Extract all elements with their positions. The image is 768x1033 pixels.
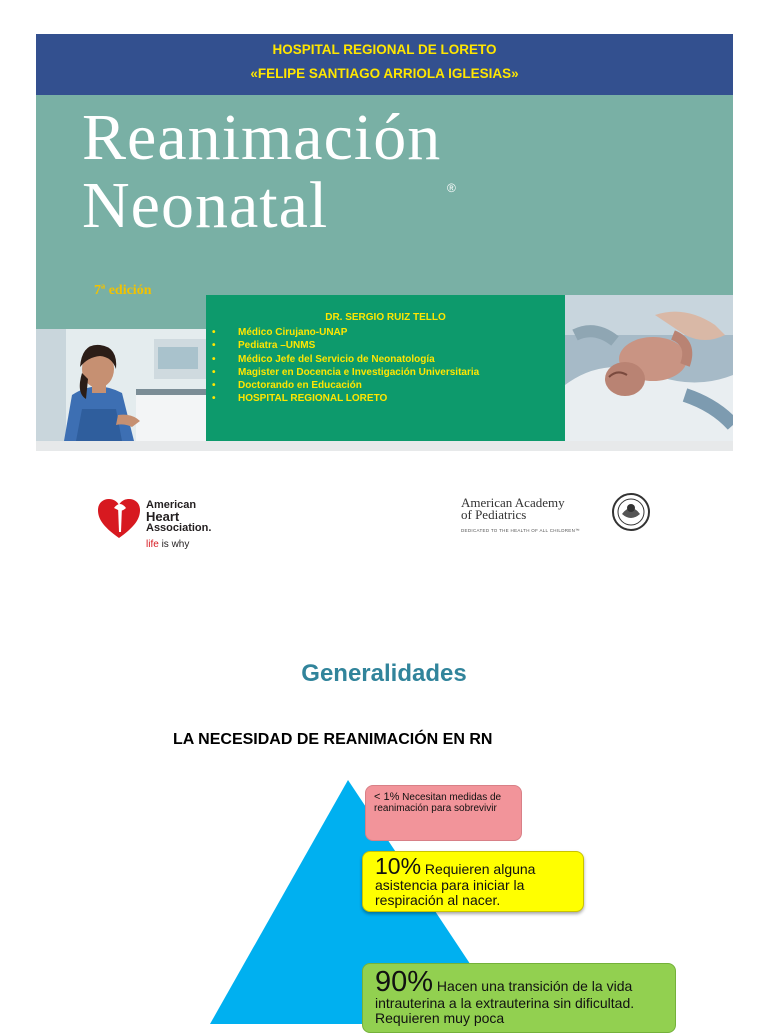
aap-line3: DEDICATED TO THE HEALTH OF ALL CHILDREN™ bbox=[461, 528, 580, 533]
aap-line2: of Pediatrics bbox=[461, 507, 527, 522]
credential-item: • Médico Cirujano-UNAP bbox=[212, 326, 565, 339]
book-title-line1: Reanimación bbox=[82, 101, 442, 174]
aap-logo bbox=[461, 492, 721, 552]
hospital-header bbox=[36, 34, 733, 95]
hospital-name: HOSPITAL REGIONAL DE LORETO bbox=[272, 42, 497, 57]
aha-logo bbox=[96, 490, 256, 559]
newborn-photo bbox=[565, 295, 733, 441]
aha-line2: Heart bbox=[146, 509, 180, 524]
pyramid-level-bottom bbox=[362, 963, 676, 1033]
aap-seal-icon bbox=[611, 492, 651, 532]
aha-tagline-life: life bbox=[146, 539, 159, 550]
book-edition: 7ª edición bbox=[94, 283, 152, 298]
book-cover-slide bbox=[36, 34, 733, 559]
pyramid-level-middle bbox=[362, 851, 584, 912]
slide-title: Generalidades bbox=[301, 660, 467, 687]
nurse-photo bbox=[36, 329, 206, 441]
credential-item: • Médico Jefe del Servicio de Neonatología bbox=[212, 353, 565, 366]
level-text: Necesitan medidas de reanimación para sobrevivir bbox=[374, 792, 502, 814]
aha-line3: Association. bbox=[146, 522, 212, 534]
author-credentials-list bbox=[206, 326, 565, 406]
level-text: Hacen una transición de la vida intrauterina a la extrauterina sin dificultad. Requieren muy poca bbox=[375, 978, 635, 1026]
credential-item: • HOSPITAL REGIONAL LORETO bbox=[212, 392, 565, 405]
cover-title-band bbox=[36, 95, 733, 329]
level-percent: 10% bbox=[375, 853, 422, 879]
level-percent: 90% bbox=[375, 966, 434, 998]
aha-line1: American bbox=[146, 499, 197, 511]
aha-tagline bbox=[146, 539, 189, 550]
credential-item: • Magister en Docencia e Investigación Universitaria bbox=[212, 366, 565, 379]
book-title-word: Neonatal bbox=[82, 169, 329, 242]
heart-torch-icon bbox=[96, 496, 142, 542]
level-percent: < 1% bbox=[374, 791, 400, 803]
author-info-panel bbox=[206, 295, 565, 441]
registered-mark: ® bbox=[447, 181, 456, 195]
aap-line1: American Academy bbox=[461, 495, 565, 510]
book-title-line2 bbox=[82, 163, 328, 249]
hospital-subname: «FELIPE SANTIAGO ARRIOLA IGLESIAS» bbox=[250, 66, 519, 81]
pyramid-level-top bbox=[365, 785, 522, 841]
level-text: Requieren alguna asistencia para iniciar la respiración al nacer. bbox=[375, 861, 536, 908]
aha-tagline-rest: is why bbox=[158, 539, 190, 550]
author-name: DR. SERGIO RUIZ TELLO bbox=[325, 312, 446, 323]
credential-item: • Pediatra –UNMS bbox=[212, 339, 565, 352]
credential-item: • Doctorando en Educación bbox=[212, 379, 565, 392]
slide-subtitle: LA NECESIDAD DE REANIMACIÓN EN RN bbox=[173, 731, 493, 748]
